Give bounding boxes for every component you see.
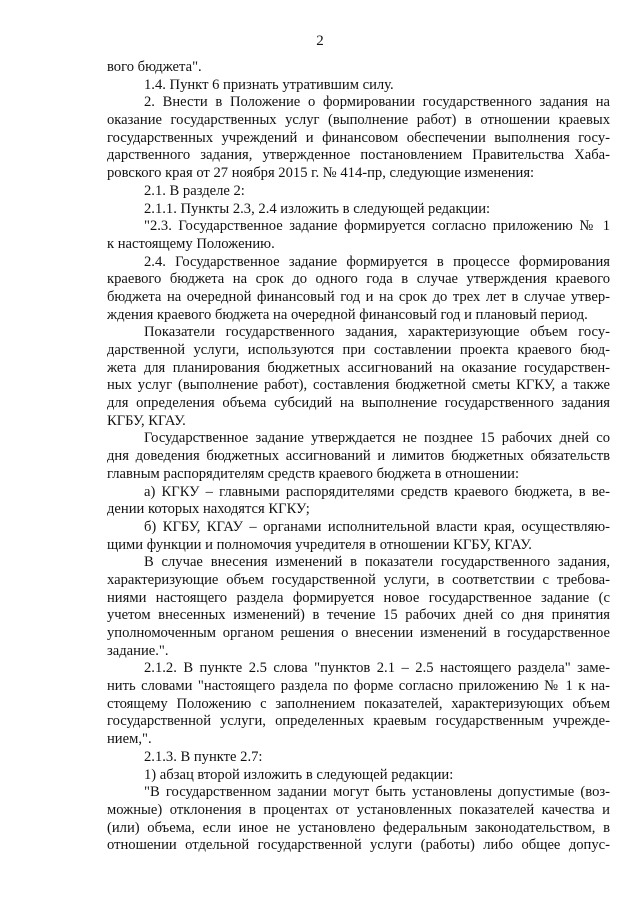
text-line: краевого бюджета на срок до одного года в случае утверждения краевого (107, 271, 610, 288)
text-line: ждения краевого бюджета на очередной финансовый год и плановый период. (107, 306, 588, 323)
text-line: 2.1.1. Пункты 2.3, 2.4 изложить в следующей редакции: (144, 200, 491, 217)
text-line: главным распорядителям средств краевого бюджета в отношении: (107, 465, 519, 482)
text-line: "В государственном задании могут быть установлены допустимые (воз- (144, 784, 610, 801)
text-line: 2. Внести в Положение о формировании государственного задания на (144, 94, 610, 111)
text-line: б) КГБУ, КГАУ – органами исполнительной власти края, осуществляю- (144, 518, 610, 535)
text-line: Показатели государственного задания, характеризующие объем госу- (144, 324, 610, 341)
text-line: В случае внесения изменений в показатели государственного задания, (144, 554, 610, 571)
text-line: ниями настоящего раздела формируется новое государственное задание (с (107, 589, 610, 606)
text-line: жета для планирования бюджетных ассигнований на оказание государствен- (107, 359, 610, 376)
text-line: нием,". (107, 731, 152, 748)
text-line: КГБУ, КГАУ. (107, 412, 186, 429)
text-line: (или) объема, если иное не установлено федеральным законодательством, в (107, 819, 610, 836)
text-line: вого бюджета". (107, 59, 202, 75)
text-line: 1) абзац второй изложить в следующей редакции: (144, 766, 454, 783)
text-line: государственной услуги, определенных краевым государственным учрежде- (107, 713, 610, 730)
text-line: ровского края от 27 ноября 2015 г. № 414-пр, следующие изменения: (107, 165, 535, 182)
text-line: 2.1. В разделе 2: (144, 182, 245, 199)
text-line: Государственное задание утверждается не позднее 15 рабочих дней со (144, 430, 610, 447)
page-number: 2 (316, 33, 324, 49)
text-line: ных услуг (выполнение работ), составления бюджетной сметы КГКУ, а также (107, 377, 610, 394)
text-line: дарственного задания, утвержденное постановлением Правительства Хаба- (107, 147, 610, 164)
text-line: учетом внесенных изменений) в течение 15 рабочих дней со дня принятия (107, 607, 610, 624)
text-line: дении которых находятся КГКУ; (107, 501, 310, 518)
text-line: нить словами "настоящего раздела по форме согласно приложению № 1 к на- (107, 678, 610, 695)
text-line: уполномоченным органом решения о внесении изменений в государственное (107, 625, 610, 641)
text-line: характеризующие объем государственной услуги, в соответствии с требова- (107, 571, 610, 588)
text-line: стоящему Положению с заполнением показателей, характеризующих объем (107, 695, 610, 712)
text-line: дня доведения бюджетных ассигнований и лимитов бюджетных обязательств (107, 448, 610, 465)
text-line: 2.4. Государственное задание формируется в процессе формирования (144, 253, 610, 270)
text-line: а) КГКУ – главными распорядителями средств краевого бюджета, в ве- (144, 483, 610, 500)
text-line: задание.". (107, 642, 169, 659)
text-line: "2.3. Государственное задание формируется согласно приложению № 1 (144, 218, 610, 235)
text-line: для определения объема субсидий на выполнение государственного задания (107, 395, 610, 412)
text-line: можные) отклонения в процентах от установленных показателей качества и (107, 801, 610, 818)
text-line: дарственной услуги, используются при составлении проекта краевого бюд- (107, 342, 610, 358)
document-body (107, 59, 610, 855)
text-line: к настоящему Положению. (107, 235, 275, 252)
text-line: 2.1.2. В пункте 2.5 слова "пунктов 2.1 – 2.5 настоящего раздела" заме- (144, 660, 610, 677)
text-line: 2.1.3. В пункте 2.7: (144, 748, 263, 765)
text-line: бюджета на очередной финансовый год и на срок до трех лет в случае утвер- (107, 288, 610, 305)
text-line: государственных учреждений и финансовом обеспечении выполнения госу- (107, 129, 610, 146)
text-line: щими функции и полномочия учредителя в отношении КГБУ, КГАУ. (107, 536, 532, 553)
text-line: 1.4. Пункт 6 признать утратившим силу. (144, 76, 394, 93)
text-line: оказание государственных услуг (выполнение работ) в отношении краевых (107, 112, 610, 129)
text-line: отношении отдельной государственной услуги (работы) либо общее допус- (107, 837, 610, 854)
